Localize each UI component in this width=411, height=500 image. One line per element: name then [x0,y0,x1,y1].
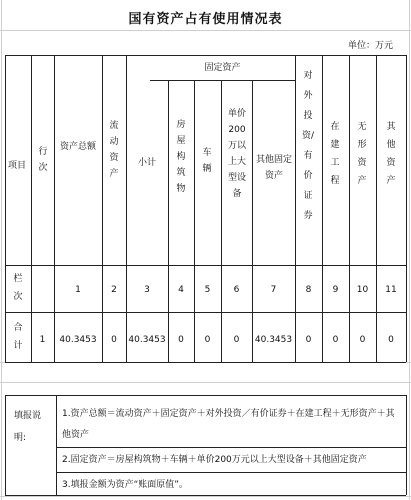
table-cell: 40.3453 [59,335,97,345]
header-fixed-assets: 固定资产 [204,63,241,73]
notes-border [406,395,407,495]
header-intangible: 无形资产 [357,122,367,186]
notes-border [5,395,406,396]
table-border [5,265,406,266]
table-border [376,55,377,362]
table-border [102,55,103,362]
header-line: 行次 [38,147,48,173]
grid-line [0,30,411,31]
table-border [295,55,296,362]
table-border [126,55,127,362]
header-buildings: 房屋构筑物 [176,120,186,194]
grid-line [0,496,411,497]
table-border [349,55,350,362]
table-cell: 0 [233,335,240,345]
table-border [252,80,253,362]
table-cell: 10 [356,285,369,295]
table-cell: 40.3453 [128,335,166,345]
table-cell: 4 [178,285,184,295]
table-border [221,80,222,362]
table-border [406,55,407,362]
note-item-1: 1.资产总额＝流动资产＋固定资产＋对外投资／有价证券＋在建工程＋无形资产＋其他资产 [62,409,395,440]
total-row-line: 1 [39,335,46,345]
table-cell: 8 [305,285,312,295]
grid-line [0,382,411,383]
table-cell: 2 [111,285,117,295]
header-item: 项目 [8,161,27,171]
table-cell: 40.3453 [254,335,293,345]
header-subtotal: 小计 [137,158,156,168]
page-title: 国有资产占有使用情况表 [128,12,283,27]
header-total-assets: 资产总额 [59,142,96,152]
table-cell: 5 [204,285,211,295]
table-cell: 0 [111,335,117,345]
table-border [31,55,32,362]
header-large-equipment: 单价200万以上大型设备 [227,109,246,199]
table-cell: 11 [385,285,397,295]
table-border [322,55,323,362]
grid-line [1,0,2,500]
grid-line [409,0,410,500]
note-item-2: 2.固定资产＝房屋构筑物＋车辆＋单价200万元以上大型设备＋其他固定资产 [62,455,367,465]
notes-border [56,472,406,473]
notes-border [5,395,6,495]
table-cell: 0 [204,335,211,345]
table-border [5,312,406,313]
notes-border [56,395,57,495]
header-construction: 在建工程 [330,122,340,186]
table-cell: 7 [270,285,277,295]
notes-border [5,495,406,496]
column-row-label: 栏次 [13,274,23,302]
table-border [5,55,6,362]
header-other-fixed: 其他固定资产 [255,155,292,181]
table-border [5,55,406,56]
header-investment: 对外投资/有价证券 [301,71,315,221]
table-border [5,362,406,363]
total-row-label: 合计 [13,323,23,351]
table-cell: 6 [233,285,240,295]
notes-label: 填报说明: [14,411,42,443]
table-border [150,80,295,81]
header-current-assets: 流动资产 [109,121,119,179]
table-cell: 1 [75,285,81,295]
header-other-assets: 其他资产 [386,122,396,186]
notes-border [56,447,406,448]
table-cell: 9 [332,285,339,295]
table-cell: 0 [305,335,312,345]
table-cell: 3 [144,285,150,295]
table-cell: 0 [178,335,184,345]
table-cell: 0 [388,335,394,345]
table-border [168,80,169,362]
note-item-3: 3.填报金额为资产“账面原值”。 [62,480,188,490]
table-cell: 0 [359,335,366,345]
table-border [54,55,55,362]
table-cell: 0 [332,335,339,345]
table-border [194,80,195,362]
header-vehicles: 车辆 [202,148,212,174]
unit-label: 单位：万元 [348,41,394,51]
